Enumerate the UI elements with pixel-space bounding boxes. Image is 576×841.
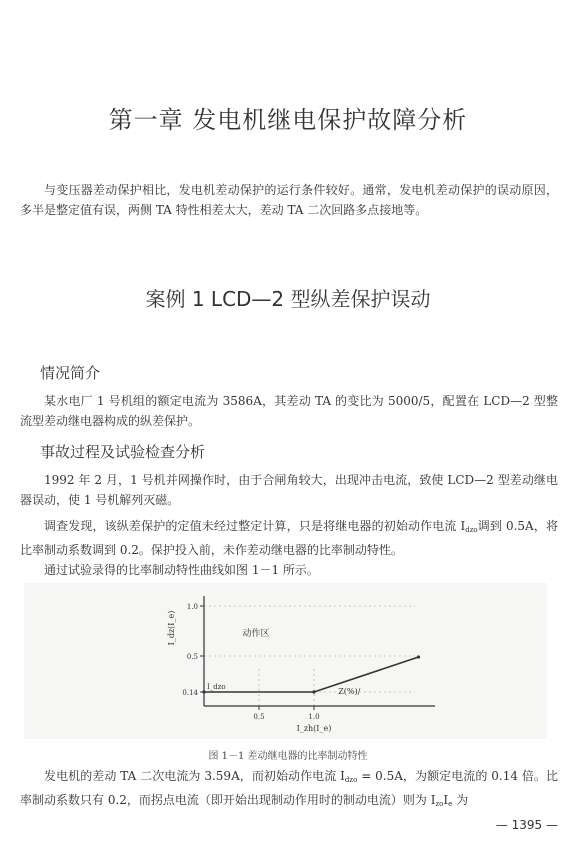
paragraph-text: 为 <box>452 793 469 807</box>
intro-paragraph: 与变压器差动保护相比，发电机差动保护的运行条件较好。通常，发电机差动保护的误动原因，多半是整定值有误，两侧 TA 特性相差太大，差动 TA 二次回路多点接地等。 <box>20 183 558 217</box>
y-tick-label: 0.14 <box>182 689 198 697</box>
subscript: dzo <box>344 776 358 784</box>
chapter-title: 第一章 发电机继电保护故障分析 <box>108 106 468 134</box>
subscript: dzo <box>465 526 478 534</box>
section-heading-situation: 情况简介 <box>40 364 101 382</box>
data-point <box>312 690 315 693</box>
data-point <box>417 655 420 658</box>
paragraph-text: 发电机的差动 TA 二次电流为 3.59A，而初始动作电流 I <box>44 769 345 783</box>
paragraph-text: 调查发现，该纵差保护的定值未经过整定计算，只是将继电器的初始动作电流 I <box>44 519 466 533</box>
start-label: I_dzo <box>207 683 226 691</box>
y-tick-label: 0.5 <box>186 653 198 661</box>
subscript: zo <box>435 800 444 808</box>
paragraph-text: 调到 0.5A，将比率制动系数调到 0.2。保护投入前，未作差动继电器的比率制动特性。 <box>20 519 558 557</box>
section-heading-accident: 事故过程及试验检查分析 <box>40 443 206 461</box>
case-title: 案例 1 LCD—2 型纵差保护误动 <box>145 287 431 311</box>
data-point <box>202 690 205 693</box>
page-number: — 1395 — <box>495 818 558 832</box>
accident-paragraph-3: 通过试验录得的比率制动特性曲线如图 1－1 所示。 <box>44 563 319 577</box>
bottom-paragraph <box>20 766 558 814</box>
accident-paragraph-1: 1992 年 2 月，1 号机并网操作时，由于合闸角较大，出现冲击电流，致使 LCD—2 型差动继电器误动，使 1 号机解列灭磁。 <box>20 473 558 507</box>
accident-paragraph-2 <box>20 516 558 560</box>
situation-paragraph: 某水电厂 1 号机组的额定电流为 3586A，其差动 TA 的变比为 5000/5，配置在 LCD—2 型整流型差动继电器构成的纵差保护。 <box>20 394 558 428</box>
figure <box>24 583 547 739</box>
paragraph-text: I <box>443 793 449 807</box>
x-tick-label: 1.0 <box>308 713 320 721</box>
figure-background <box>24 583 547 739</box>
line-label: Z(%)/ <box>338 687 361 696</box>
figure-caption: 图 1－1 差动继电器的比率制动特性 <box>208 751 368 762</box>
y-tick-label: 1.0 <box>186 603 198 611</box>
x-axis-label: I_zh(I_e) <box>296 724 332 733</box>
x-tick-label: 0.5 <box>253 713 265 721</box>
ratio-restraint-chart <box>24 583 547 739</box>
subscript: e <box>448 800 453 808</box>
region-label: 动作区 <box>242 629 270 639</box>
y-axis-label: I_dz(I_e) <box>167 610 176 646</box>
paragraph-text: = 0.5A，为额定电流的 0.14 倍。比率制动系数只有 0.2，而拐点电流（即开始出现制动作用时的制动电流）则为 I <box>20 769 558 807</box>
